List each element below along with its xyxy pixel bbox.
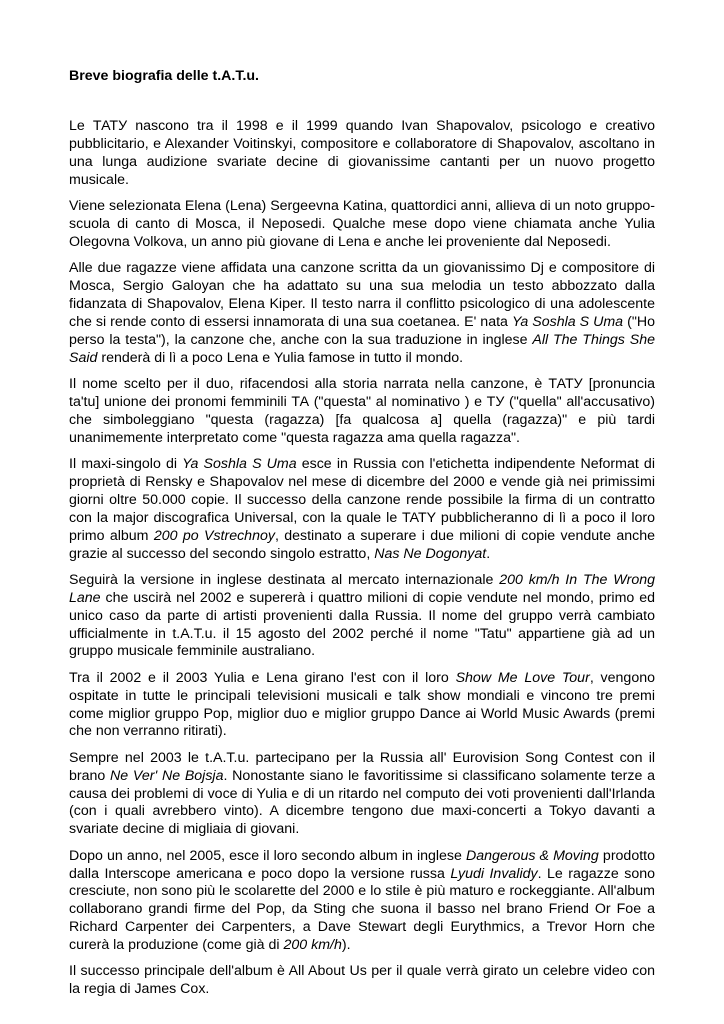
paragraph-text: Il successo principale dell'album è All About Us per il quale verrà girato un celebre video con la regia di James Cox. xyxy=(69,963,655,998)
italic-title-text: Nas Ne Dogonyat xyxy=(374,545,487,562)
italic-title-text: Ya Soshla S Uma xyxy=(511,313,624,330)
italic-title-text: Dangerous & Moving xyxy=(466,847,599,864)
paragraph-text: esce in Russia con l'etichetta indipendente Neformat di proprietà di Rensky e Shapovalov nel mese di dicembre del 2000 e vende già nei primissimi giorni oltre 50.000 copie. Il successo della canzone rende possibile la firma di un contratto con la major discografica Universal, con la quale le TATY pubblicheranno di lì a poco il loro primo album xyxy=(69,455,655,544)
paragraph-text: ). xyxy=(341,937,351,954)
paragraph-text: che uscirà nel 2002 e supererà i quattro milioni di copie vendute nel mondo, primo ed unico caso da parte di artisti provenienti dalla Russia. Il nome del gruppo verrà cambiato ufficialmente in t.A.T.u. il 15 agosto del 2002 perché il nome "Tatu" appartiene già ad un gruppo musicale femminile australiano. xyxy=(69,589,655,660)
document-title: Breve biografia delle t.A.T.u. xyxy=(69,68,259,84)
paragraph xyxy=(69,670,655,742)
italic-title-text: 200 km/h In The Wrong Lane xyxy=(69,571,656,606)
paragraph-text: Il maxi-singolo di xyxy=(69,455,183,472)
paragraph-text: . xyxy=(486,545,491,562)
paragraph xyxy=(69,376,655,448)
paragraph-text: ("Ho perso la testa"), la canzone che, anche con la sua traduzione in inglese xyxy=(69,313,655,348)
italic-title-text: 200 km/h xyxy=(283,937,342,954)
paragraph-text: Le ТАТУ nascono tra il 1998 e il 1999 quando Ivan Shapovalov, psicologo e creativo pubblicitario, e Alexander Voitinskyi, compositore e collaboratore di Shapovalov, ascoltano in una lunga audizione svariate decine di giovanissime cantanti per un nuovo progetto musicale. xyxy=(69,118,655,188)
paragraph-text: . Nonostante siano le favoritissime si classificano solamente terze a causa dei problemi di voce di Yulia e di un ritardo nel computo dei voti provenienti dall'Irlanda (con i quali avrebbero vinto). A dicembre tengono due maxi-concerti a Tokyo davanti a svariate decine di migliaia di giovani. xyxy=(69,767,656,838)
document-body xyxy=(69,118,655,999)
document-page xyxy=(69,66,655,1008)
paragraph xyxy=(69,456,655,563)
paragraph xyxy=(69,572,655,662)
italic-title-text: Show Me Love Tour xyxy=(455,669,590,686)
paragraph-text: prodotto dalla Interscope americana e poco dopo la versione russa xyxy=(69,847,655,882)
paragraph-text: Alle due ragazze viene affidata una canzone scritta da un giovanissimo Dj e compositore di Mosca, Sergio Galoyan che ha adattato su una sua melodia un testo abbozzato dalla fidanzata di Shapovalov, Elena Kiper. Il testo narra il conflitto psicologico di una adolescente che si rende conto di essersi innamorata di una sua coetanea. E' nata xyxy=(69,260,655,330)
paragraph-text: Tra il 2002 e il 2003 Yulia e Lena girano l'est con il loro xyxy=(69,669,456,686)
paragraph-text: Seguirà la versione in inglese destinata al mercato internazionale xyxy=(69,571,500,588)
italic-title-text: 200 po Vstrechnoy xyxy=(153,527,275,544)
paragraph xyxy=(69,198,655,252)
paragraph-text: renderà di lì a poco Lena e Yulia famose in tutto il mondo. xyxy=(97,349,464,366)
paragraph-text: Viene selezionata Elena (Lena) Sergeevna Katina, quattordici anni, allieva di un noto gruppo-scuola di canto di Mosca, il Neposedi. Qualche mese dopo viene chiamata anche Yulia Olegovna Volkova, un anno più giovane di Lena e anche lei proveniente dal Neposedi. xyxy=(69,198,655,250)
paragraph-text: Il nome scelto per il duo, rifacendosi alla storia narrata nella canzone, è ТАТУ [pronuncia ta'tu] unione dei pronomi femminili ТА ("questa" al nominativo ) e ТУ ("quella" all'accusativo) che simboleggiano "questa (ragazza) [fa qualcosa a] quella (ragazza)" e più tardi unanimemente interpretato come "questa ragazza ama quella ragazza". xyxy=(69,375,655,446)
paragraph-text: . Le ragazze sono cresciute, non sono più le scolarette del 2000 e lo stile è più maturo e rockeggiante. All'album collaborano grandi firme del Pop, da Sting che suona il basso nel brano Friend Or Foe a Richard Carpenter dei Carpenters, a Dave Stewart degli Eurythmics, a Trevor Horn che curerà la produzione (come già di xyxy=(69,865,655,954)
paragraph xyxy=(69,260,655,367)
paragraph xyxy=(69,750,655,840)
paragraph-text: Dopo un anno, nel 2005, esce il loro secondo album in inglese xyxy=(69,847,467,864)
paragraph xyxy=(69,848,655,955)
italic-title-text: Lyudi Invalidy xyxy=(450,865,538,882)
italic-title-text: All The Things She Said xyxy=(69,331,655,366)
paragraph-text: , destinato a superare i due milioni di copie vendute anche grazie al successo del secondo singolo estratto, xyxy=(69,527,655,562)
paragraph-text: , vengono ospitate in tutte le principali televisioni musicali e talk show mondiali e vincono tre premi come miglior gruppo Pop, miglior duo e miglior gruppo Dance ai World Music Awards (premi che non verranno ritirati). xyxy=(69,669,655,740)
paragraph xyxy=(69,118,655,190)
paragraph-text: Sempre nel 2003 le t.A.T.u. partecipano per la Russia all' Eurovision Song Contest con il brano xyxy=(69,749,655,784)
italic-title-text: Ya Soshla S Uma xyxy=(182,455,297,472)
paragraph xyxy=(69,963,655,999)
italic-title-text: Ne Ver' Ne Bojsja xyxy=(110,767,224,784)
